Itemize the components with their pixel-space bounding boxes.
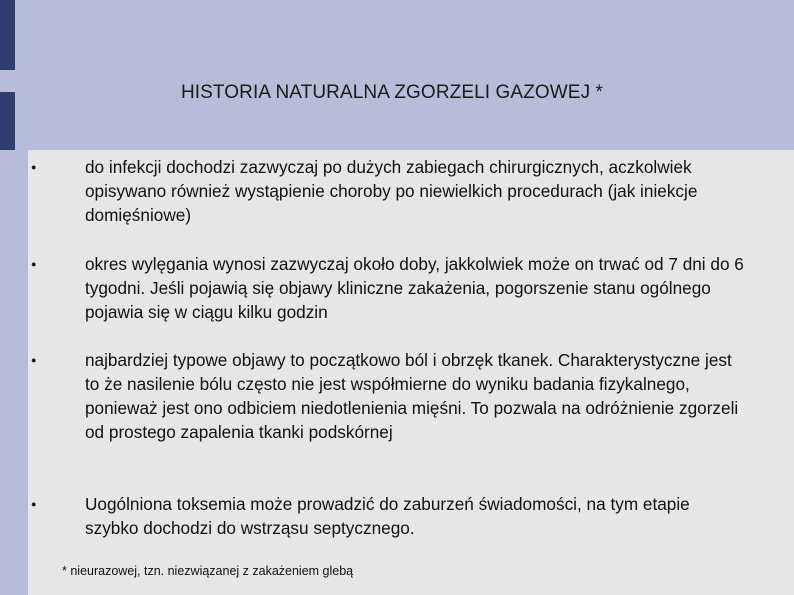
accent-bar-top (0, 0, 15, 70)
footnote: * nieurazowej, tzn. niezwiązanej z zakażeniem glebą (62, 564, 354, 578)
bullet-dot-icon: ● (31, 259, 37, 269)
bullet-dot-icon: ● (31, 499, 37, 509)
bullet-text: najbardziej typowe objawy to początkowo ból i obrzęk tkanek. Charakterystyczne jest to że nasilenie bólu często nie jest współmierne do wyniku badania fizykalnego, ponieważ jest ono odbiciem niedotlenienia mięśni. To pozwala na odróżnienie zgorzeli od prostego zapalenia tkanki podskórnej (85, 350, 739, 442)
slide-title-text: HISTORIA NATURALNA ZGORZELI GAZOWEJ * (180, 82, 604, 103)
bullet-dot-icon: ● (31, 355, 37, 365)
slide-header (0, 0, 794, 150)
slide-content (28, 150, 794, 595)
bullet-text: Uogólniona toksemia może prowadzić do zaburzeń świadomości, na tym etapie szybko dochodzi do wstrząsu septycznego. (85, 494, 690, 538)
bullet-text: do infekcji dochodzi zazwyczaj po dużych zabiegach chirurgicznych, aczkolwiek opisywano również wystąpienie choroby po niewielkich procedurach (jak iniekcje domięśniowe) (85, 157, 698, 225)
bullet-text: okres wylęgania wynosi zazwyczaj około doby, jakkolwiek może on trwać od 7 dni do 6 tygodni. Jeśli pojawią się objawy kliniczne zakażenia, pogorszenie stanu ogólnego pojawia się w ciągu kilku godzin (85, 254, 744, 322)
bullet-dot-icon: ● (31, 162, 37, 172)
slide-title (0, 82, 794, 104)
